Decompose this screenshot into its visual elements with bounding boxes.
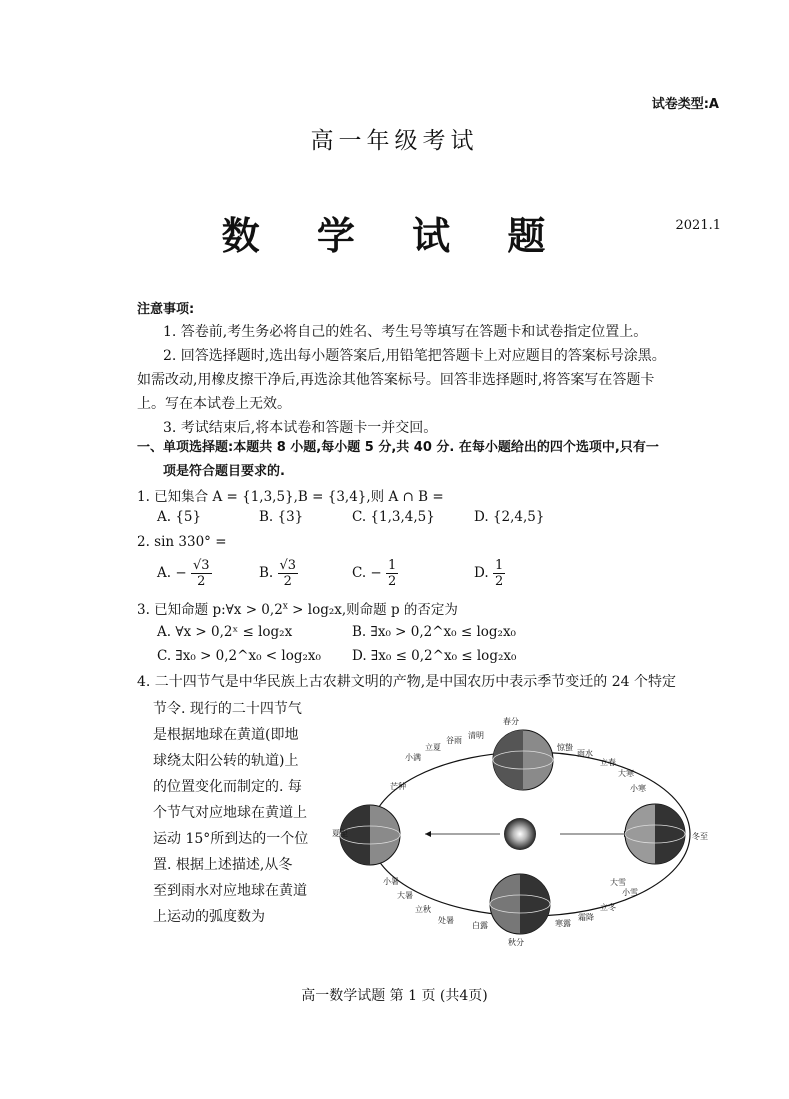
label-dashu: 大暑 xyxy=(397,891,413,900)
q1-option-b: B. {3} xyxy=(259,509,304,525)
label-lichun: 立春 xyxy=(600,758,616,767)
q2-stem: 2. sin 330° = xyxy=(137,534,227,550)
q2-b-label: B. xyxy=(259,565,274,581)
notice-item-2-line2: 如需改动,用橡皮擦干净后,再选涂其他答案标号。回答非选择题时,将答案写在答题卡 xyxy=(137,372,655,388)
q1-option-a: A. {5} xyxy=(157,509,202,525)
label-dongzhi: 冬至 xyxy=(692,832,708,841)
label-daxue: 大雪 xyxy=(610,878,626,887)
q4-line-2: 节令. 现行的二十四节气 xyxy=(153,701,302,717)
sun-icon xyxy=(504,818,536,850)
q1-option-c: C. {1,3,4,5} xyxy=(352,509,435,525)
q1-stem: 1. 已知集合 A = {1,3,5},B = {3,4},则 A ∩ B = xyxy=(137,489,444,505)
label-liqiu: 立秋 xyxy=(415,905,431,914)
label-qingming: 清明 xyxy=(468,731,484,740)
label-mangzhong: 芒种 xyxy=(390,782,406,791)
q2-a-fraction: $\frac{√3}{2}$ xyxy=(192,558,210,589)
earth-spring-icon xyxy=(493,730,553,790)
label-qiufen: 秋分 xyxy=(508,938,524,947)
notice-item-2-line3: 上。写在本试卷上无效。 xyxy=(137,396,291,412)
q2-d-label: D. xyxy=(474,565,489,581)
section-heading-line1: 一、单项选择题:本题共 8 小题,每小题 5 分,共 40 分. 在每小题给出的四个选项中,只有一 xyxy=(137,440,659,455)
exam-subtitle: 高一年级考试 xyxy=(310,128,479,154)
label-chushu: 处暑 xyxy=(438,916,454,925)
label-xiazhi: 夏至 xyxy=(332,829,348,838)
earth-winter-icon xyxy=(625,804,685,864)
arrow-left-icon xyxy=(425,831,431,837)
label-bailu: 白露 xyxy=(472,921,488,930)
q4-side-text xyxy=(153,696,338,930)
q2-a-label: A. − xyxy=(157,565,187,581)
q4-line-10: 上运动的弧度数为 xyxy=(153,909,265,925)
notice-item-1: 1. 答卷前,考生务必将自己的姓名、考生号等填写在答题卡和试卷指定位置上。 xyxy=(163,324,648,340)
q2-b-fraction: $\frac{√3}{2}$ xyxy=(279,558,297,589)
q2-option-c xyxy=(352,558,398,589)
label-guyu: 谷雨 xyxy=(446,736,462,745)
q3-option-d: D. ∃x₀ ≤ 0,2^x₀ ≤ log₂x₀ xyxy=(352,648,517,664)
exam-date: 2021.1 xyxy=(675,218,721,233)
q2-d-fraction: $\frac{1}{2}$ xyxy=(494,558,504,589)
page-footer: 高一数学试题 第 1 页 (共4页) xyxy=(301,988,488,1004)
section-heading-line2: 项是符合题目要求的. xyxy=(163,464,285,479)
q4-line-9: 至到雨水对应地球在黄道 xyxy=(153,883,307,899)
q4-line-1: 4. 二十四节气是中华民族上古农耕文明的产物,是中国农历中表示季节变迁的 24 个特定 xyxy=(137,674,676,690)
label-xiaoxue: 小雪 xyxy=(622,888,638,897)
q3-option-a: A. ∀x > 0,2ˣ ≤ log₂x xyxy=(157,624,293,640)
q2-option-a xyxy=(157,558,212,589)
notice-item-3: 3. 考试结束后,将本试卷和答题卡一并交回。 xyxy=(163,420,438,436)
q3-stem: 3. 已知命题 p:∀x > $0,2^x > \log_2x$,则命题 p 的否定为 xyxy=(137,601,458,618)
q2-option-d xyxy=(474,558,505,589)
label-jingzhe: 惊蛰 xyxy=(557,743,573,752)
paper-type-label: 试卷类型:A xyxy=(651,97,719,112)
q4-line-4: 球绕太阳公转的轨道)上 xyxy=(153,753,299,769)
label-xiaoman: 小满 xyxy=(405,753,421,762)
q3-option-b: B. ∃x₀ > 0,2^x₀ ≤ log₂x₀ xyxy=(352,624,516,640)
label-xiaohan: 小寒 xyxy=(630,784,646,793)
earth-autumn-icon xyxy=(490,874,550,934)
q4-line-7: 运动 15°所到达的一个位 xyxy=(153,831,309,847)
earth-summer-icon xyxy=(340,805,400,865)
q1-option-d: D. {2,4,5} xyxy=(474,509,545,525)
label-shuangjiang: 霜降 xyxy=(578,913,594,922)
label-hanlu: 寒露 xyxy=(555,919,571,928)
q4-line-6: 个节气对应地球在黄道上 xyxy=(153,805,307,821)
notice-item-2-line1: 2. 回答选择题时,选出每小题答案后,用铅笔把答题卡上对应题目的答案标号涂黑。 xyxy=(163,348,666,364)
q2-option-b xyxy=(259,558,298,589)
label-lidong: 立冬 xyxy=(600,903,616,912)
label-chunfen: 春分 xyxy=(503,717,519,726)
notice-heading: 注意事项: xyxy=(137,302,195,317)
solar-terms-diagram xyxy=(330,712,730,952)
q4-line-5: 的位置变化而制定的. 每 xyxy=(153,779,302,795)
label-yushui: 雨水 xyxy=(577,749,593,758)
q2-c-label: C. − xyxy=(352,565,382,581)
q3-option-c: C. ∃x₀ > 0,2^x₀ < log₂x₀ xyxy=(157,648,321,664)
q4-line-3: 是根据地球在黄道(即地 xyxy=(153,727,299,743)
label-lixia: 立夏 xyxy=(425,743,441,752)
label-dahan: 大寒 xyxy=(618,769,634,778)
q4-line-8: 置. 根据上述描述,从冬 xyxy=(153,857,293,873)
q2-c-fraction: $\frac{1}{2}$ xyxy=(388,558,397,589)
exam-title: 数 学 试 题 xyxy=(221,213,568,258)
label-xiaoshu: 小暑 xyxy=(383,877,399,886)
